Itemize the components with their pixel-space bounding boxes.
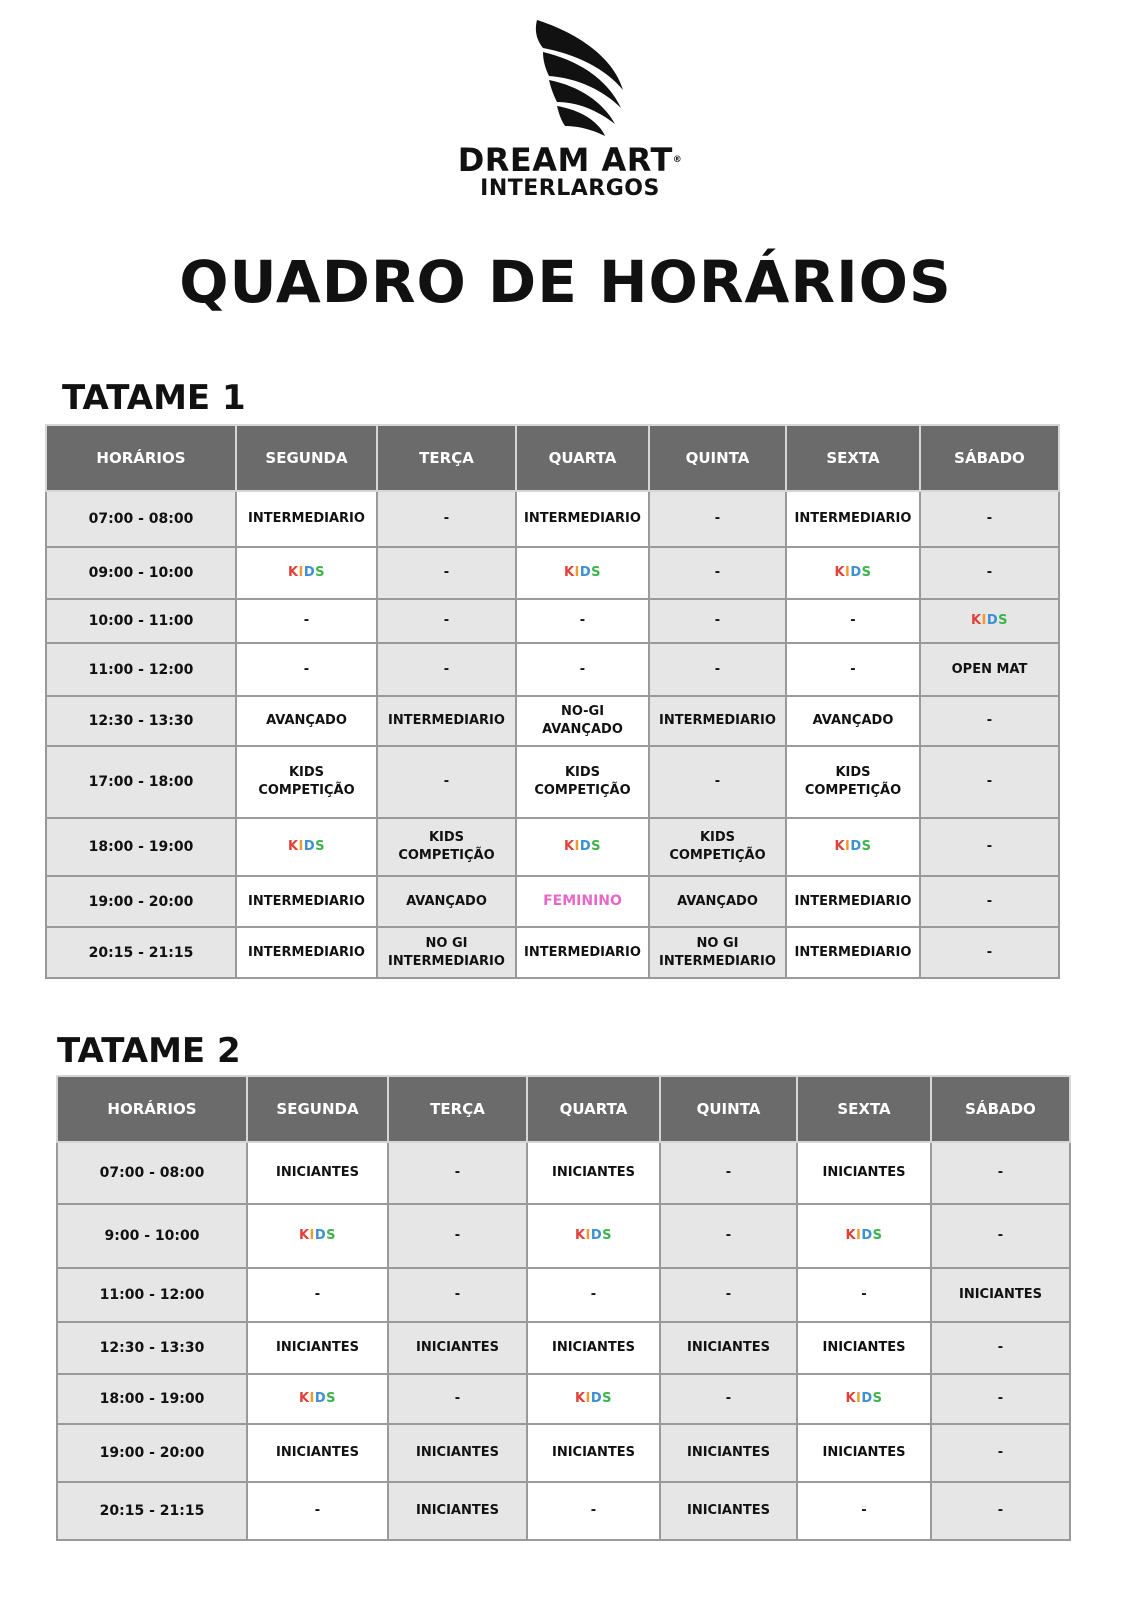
class-cell: - xyxy=(920,818,1059,876)
kids-letter: I xyxy=(981,613,987,628)
time-cell: 9:00 - 10:00 xyxy=(57,1204,247,1268)
time-cell: 11:00 - 12:00 xyxy=(57,1268,247,1322)
wing-logo-icon xyxy=(505,18,635,143)
kids-letter: I xyxy=(298,839,304,854)
table-row xyxy=(57,1322,1070,1374)
kids-letter: D xyxy=(590,1228,603,1243)
class-cell: NO GI INTERMEDIARIO xyxy=(377,927,516,978)
class-cell: INTERMEDIARIO xyxy=(649,696,786,746)
brand-location: INTERLARGOS xyxy=(480,176,660,201)
class-cell: - xyxy=(247,1268,388,1322)
kids-letter: S xyxy=(591,839,602,854)
class-cell: AVANÇADO xyxy=(236,696,377,746)
kids-letter: S xyxy=(861,839,872,854)
column-header: SEXTA xyxy=(786,425,920,491)
kids-letter: S xyxy=(872,1228,883,1243)
class-cell: AVANÇADO xyxy=(786,696,920,746)
class-cell: - xyxy=(388,1142,527,1204)
table-row xyxy=(57,1482,1070,1540)
column-header: TERÇA xyxy=(388,1076,527,1142)
class-cell: - xyxy=(931,1482,1070,1540)
kids-label xyxy=(786,818,920,876)
class-cell: INICIANTES xyxy=(797,1424,931,1482)
table-row xyxy=(57,1204,1070,1268)
class-cell: - xyxy=(786,599,920,643)
class-cell: INTERMEDIARIO xyxy=(236,491,377,547)
page-title: QUADRO DE HORÁRIOS xyxy=(179,248,952,316)
class-cell: KIDS COMPETIÇÃO xyxy=(649,818,786,876)
class-cell: - xyxy=(920,746,1059,818)
kids-label xyxy=(797,1374,931,1424)
class-cell: - xyxy=(920,927,1059,978)
table-row xyxy=(46,818,1059,876)
tatame1-title: TATAME 1 xyxy=(62,378,246,418)
tatame1-schedule-table xyxy=(45,424,1060,979)
kids-letter: D xyxy=(850,565,862,580)
class-cell: INICIANTES xyxy=(388,1424,527,1482)
time-cell: 17:00 - 18:00 xyxy=(46,746,236,818)
class-cell: - xyxy=(649,491,786,547)
class-cell: INTERMEDIARIO xyxy=(786,876,920,927)
kids-label xyxy=(527,1204,660,1268)
column-header: HORÁRIOS xyxy=(57,1076,247,1142)
tatame2-title: TATAME 2 xyxy=(57,1031,241,1071)
time-cell: 20:15 - 21:15 xyxy=(46,927,236,978)
column-header: SEGUNDA xyxy=(236,425,377,491)
class-cell: - xyxy=(649,746,786,818)
class-cell: - xyxy=(920,491,1059,547)
class-cell: - xyxy=(247,1482,388,1540)
class-cell: INTERMEDIARIO xyxy=(377,696,516,746)
time-cell: 19:00 - 20:00 xyxy=(57,1424,247,1482)
class-cell: - xyxy=(660,1142,797,1204)
time-cell: 09:00 - 10:00 xyxy=(46,547,236,599)
class-label: FEMININO xyxy=(543,893,622,909)
kids-letter: D xyxy=(579,839,592,854)
class-cell xyxy=(516,876,649,927)
header-row xyxy=(46,425,1059,491)
class-cell: INTERMEDIARIO xyxy=(236,927,377,978)
column-header: SÁBADO xyxy=(920,425,1059,491)
column-header: QUINTA xyxy=(660,1076,797,1142)
kids-letter: I xyxy=(574,565,580,580)
column-header: QUINTA xyxy=(649,425,786,491)
column-header: SÁBADO xyxy=(931,1076,1070,1142)
kids-letter: K xyxy=(845,1228,857,1243)
class-cell: - xyxy=(377,547,516,599)
class-cell: INICIANTES xyxy=(527,1322,660,1374)
kids-label xyxy=(797,1204,931,1268)
kids-letter: D xyxy=(861,1391,873,1406)
kids-letter: D xyxy=(314,1391,327,1406)
kids-letter: K xyxy=(845,1391,857,1406)
tatame2-schedule-table xyxy=(56,1075,1071,1541)
kids-letter: K xyxy=(563,565,575,580)
kids-letter: I xyxy=(845,565,851,580)
table-row xyxy=(57,1268,1070,1322)
time-cell: 18:00 - 19:00 xyxy=(57,1374,247,1424)
class-cell: INICIANTES xyxy=(388,1322,527,1374)
kids-letter: K xyxy=(834,565,846,580)
class-cell: - xyxy=(931,1424,1070,1482)
kids-letter: I xyxy=(585,1391,591,1406)
time-cell: 11:00 - 12:00 xyxy=(46,643,236,696)
kids-letter: D xyxy=(303,839,316,854)
class-cell: - xyxy=(660,1374,797,1424)
kids-letter: S xyxy=(591,565,602,580)
class-cell: - xyxy=(527,1482,660,1540)
table-row xyxy=(46,696,1059,746)
kids-label xyxy=(516,547,649,599)
class-cell: NO-GI AVANÇADO xyxy=(516,696,649,746)
kids-letter: I xyxy=(298,565,304,580)
table-row xyxy=(46,599,1059,643)
column-header: HORÁRIOS xyxy=(46,425,236,491)
time-cell: 10:00 - 11:00 xyxy=(46,599,236,643)
class-cell: INICIANTES xyxy=(660,1424,797,1482)
column-header: QUARTA xyxy=(527,1076,660,1142)
class-cell: - xyxy=(527,1268,660,1322)
kids-letter: K xyxy=(574,1391,586,1406)
class-cell: - xyxy=(377,599,516,643)
class-cell: INICIANTES xyxy=(388,1482,527,1540)
class-cell: KIDS COMPETIÇÃO xyxy=(516,746,649,818)
class-cell: - xyxy=(931,1204,1070,1268)
class-cell: INICIANTES xyxy=(660,1482,797,1540)
table-row xyxy=(57,1424,1070,1482)
class-cell: - xyxy=(516,599,649,643)
kids-label xyxy=(247,1204,388,1268)
table-row xyxy=(46,927,1059,978)
time-cell: 19:00 - 20:00 xyxy=(46,876,236,927)
kids-label xyxy=(786,547,920,599)
table-row xyxy=(57,1374,1070,1424)
class-cell: - xyxy=(920,547,1059,599)
kids-label xyxy=(920,599,1059,643)
time-cell: 07:00 - 08:00 xyxy=(46,491,236,547)
kids-letter: D xyxy=(579,565,592,580)
class-cell: - xyxy=(797,1268,931,1322)
table-row xyxy=(46,491,1059,547)
class-cell: - xyxy=(649,643,786,696)
class-cell: - xyxy=(388,1268,527,1322)
kids-letter: I xyxy=(574,839,580,854)
time-cell: 20:15 - 21:15 xyxy=(57,1482,247,1540)
class-cell: - xyxy=(388,1374,527,1424)
class-cell: - xyxy=(377,643,516,696)
class-cell: - xyxy=(236,643,377,696)
class-cell: INICIANTES xyxy=(797,1142,931,1204)
header-row xyxy=(57,1076,1070,1142)
kids-letter: I xyxy=(856,1391,862,1406)
class-cell: INICIANTES xyxy=(247,1322,388,1374)
kids-letter: D xyxy=(590,1391,603,1406)
kids-letter: K xyxy=(834,839,846,854)
class-cell: - xyxy=(388,1204,527,1268)
time-cell: 18:00 - 19:00 xyxy=(46,818,236,876)
kids-label xyxy=(527,1374,660,1424)
time-cell: 12:30 - 13:30 xyxy=(46,696,236,746)
kids-letter: I xyxy=(856,1228,862,1243)
kids-letter: S xyxy=(315,839,326,854)
kids-letter: D xyxy=(303,565,316,580)
kids-letter: D xyxy=(850,839,862,854)
class-cell: INTERMEDIARIO xyxy=(516,927,649,978)
logo xyxy=(455,18,685,218)
class-cell: KIDS COMPETIÇÃO xyxy=(377,818,516,876)
class-cell: INTERMEDIARIO xyxy=(236,876,377,927)
class-cell: - xyxy=(377,746,516,818)
kids-letter: I xyxy=(309,1228,315,1243)
class-cell: AVANÇADO xyxy=(649,876,786,927)
kids-letter: D xyxy=(986,613,999,628)
column-header: TERÇA xyxy=(377,425,516,491)
kids-letter: S xyxy=(326,1391,337,1406)
column-header: SEXTA xyxy=(797,1076,931,1142)
class-cell: - xyxy=(786,643,920,696)
kids-letter: I xyxy=(845,839,851,854)
kids-letter: K xyxy=(298,1228,310,1243)
class-cell: - xyxy=(797,1482,931,1540)
kids-letter: D xyxy=(314,1228,327,1243)
kids-letter: K xyxy=(563,839,575,854)
class-cell: KIDS COMPETIÇÃO xyxy=(786,746,920,818)
kids-letter: I xyxy=(309,1391,315,1406)
kids-letter: K xyxy=(298,1391,310,1406)
class-cell: INICIANTES xyxy=(247,1424,388,1482)
column-header: QUARTA xyxy=(516,425,649,491)
class-cell: INTERMEDIARIO xyxy=(516,491,649,547)
class-cell: - xyxy=(660,1268,797,1322)
kids-letter: S xyxy=(872,1391,883,1406)
kids-label xyxy=(236,818,377,876)
table-row xyxy=(46,547,1059,599)
kids-letter: S xyxy=(326,1228,337,1243)
brand-name: DREAM ART® xyxy=(457,141,683,179)
class-cell: OPEN MAT xyxy=(920,643,1059,696)
class-cell: - xyxy=(931,1322,1070,1374)
kids-label xyxy=(516,818,649,876)
class-cell: - xyxy=(931,1142,1070,1204)
class-cell: - xyxy=(377,491,516,547)
class-cell: - xyxy=(516,643,649,696)
class-cell: - xyxy=(920,696,1059,746)
time-cell: 12:30 - 13:30 xyxy=(57,1322,247,1374)
class-cell: INICIANTES xyxy=(797,1322,931,1374)
time-cell: 07:00 - 08:00 xyxy=(57,1142,247,1204)
kids-letter: S xyxy=(602,1391,613,1406)
kids-label xyxy=(236,547,377,599)
kids-letter: K xyxy=(574,1228,586,1243)
class-cell: INTERMEDIARIO xyxy=(786,927,920,978)
table-row xyxy=(57,1142,1070,1204)
kids-letter: D xyxy=(861,1228,873,1243)
class-cell: INICIANTES xyxy=(527,1424,660,1482)
class-cell: INICIANTES xyxy=(931,1268,1070,1322)
class-cell: - xyxy=(920,876,1059,927)
class-cell: KIDS COMPETIÇÃO xyxy=(236,746,377,818)
kids-letter: I xyxy=(585,1228,591,1243)
table-row xyxy=(46,643,1059,696)
class-cell: INICIANTES xyxy=(527,1142,660,1204)
class-cell: - xyxy=(660,1204,797,1268)
class-cell: INTERMEDIARIO xyxy=(786,491,920,547)
table-row xyxy=(46,876,1059,927)
kids-letter: S xyxy=(315,565,326,580)
table-row xyxy=(46,746,1059,818)
kids-letter: K xyxy=(970,613,982,628)
class-cell: INICIANTES xyxy=(660,1322,797,1374)
class-cell: - xyxy=(649,547,786,599)
kids-letter: K xyxy=(287,565,299,580)
class-cell: - xyxy=(649,599,786,643)
kids-letter: K xyxy=(287,839,299,854)
kids-letter: S xyxy=(998,613,1009,628)
class-cell: - xyxy=(931,1374,1070,1424)
class-cell: - xyxy=(236,599,377,643)
kids-letter: S xyxy=(861,565,872,580)
kids-letter: S xyxy=(602,1228,613,1243)
class-cell: AVANÇADO xyxy=(377,876,516,927)
kids-label xyxy=(247,1374,388,1424)
class-cell: NO GI INTERMEDIARIO xyxy=(649,927,786,978)
class-cell: INICIANTES xyxy=(247,1142,388,1204)
column-header: SEGUNDA xyxy=(247,1076,388,1142)
